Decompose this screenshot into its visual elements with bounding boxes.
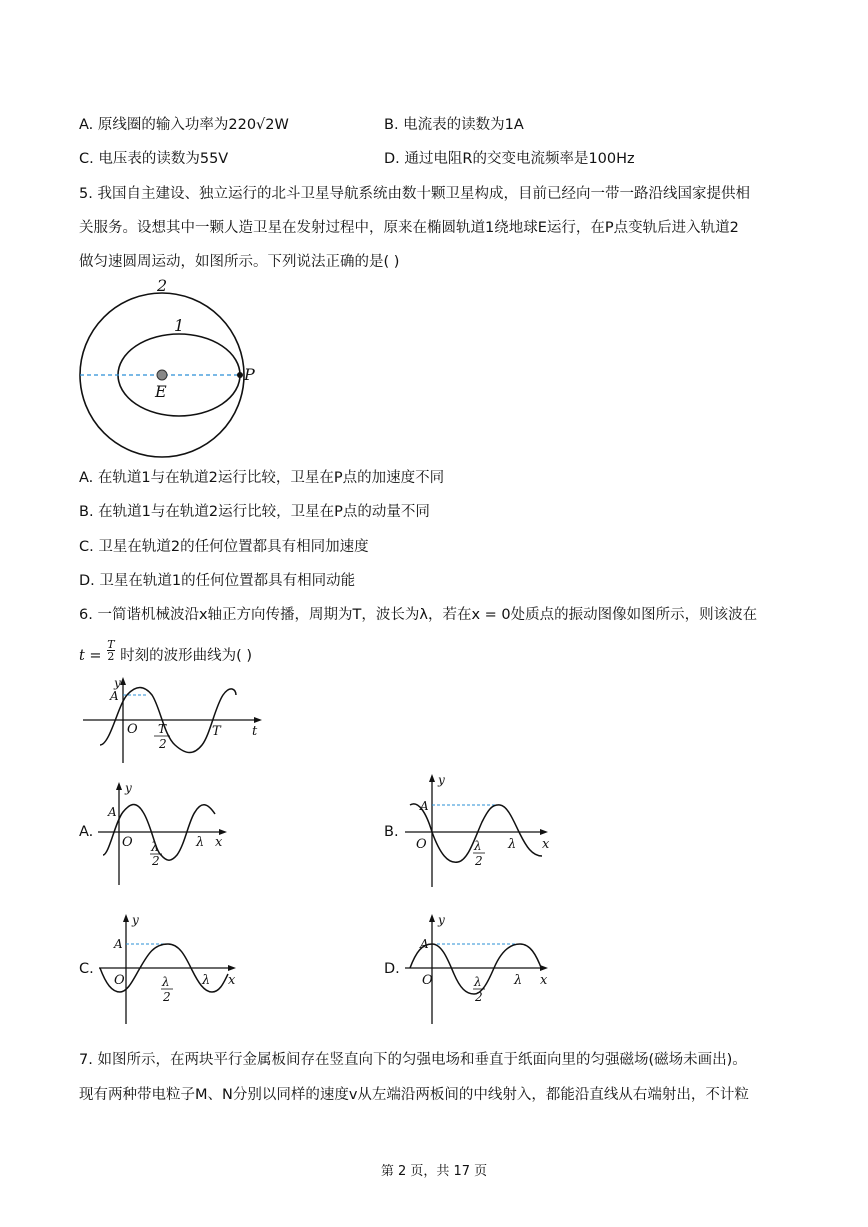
svg-text:2: 2 xyxy=(163,990,171,1004)
svg-text:A: A xyxy=(114,937,123,951)
q5-option-c: C. 卫星在轨道2的任何位置都具有相同加速度 xyxy=(79,539,369,555)
svg-text:λ: λ xyxy=(474,839,482,853)
svg-text:λ: λ xyxy=(514,973,523,988)
svg-text:A: A xyxy=(110,689,119,703)
q5-stem-line2: 关服务。设想其中一颗人造卫星在发射过程中，原来在椭圆轨道1绕地球E运行，在P点变轨后进入轨道2 xyxy=(79,220,739,236)
q4-option-d: D. 通过电阻R的交变电流频率是100Hz xyxy=(384,151,635,167)
q4-option-b: B. 电流表的读数为1A xyxy=(384,117,524,133)
svg-text:O: O xyxy=(416,837,427,852)
q6-stem-line2 xyxy=(79,638,252,668)
svg-text:λ: λ xyxy=(508,837,517,852)
svg-text:2: 2 xyxy=(475,990,483,1004)
q6-option-c-letter: C. xyxy=(79,961,94,977)
svg-text:2: 2 xyxy=(159,737,167,751)
q6-option-b-graph xyxy=(402,772,557,892)
q5-orbit-figure xyxy=(70,270,270,460)
q7-stem-line2: 现有两种带电粒子M、N分别以同样的速度v从左端沿两板间的中线射入，都能沿直线从右端射出，不计粒 xyxy=(79,1087,749,1103)
svg-text:y: y xyxy=(114,676,121,690)
svg-text:λ: λ xyxy=(196,835,205,850)
svg-text:y: y xyxy=(438,913,445,927)
svg-text:A: A xyxy=(420,937,429,951)
svg-text:T: T xyxy=(158,722,167,736)
q5-option-a: A. 在轨道1与在轨道2运行比较，卫星在P点的加速度不同 xyxy=(79,470,445,486)
svg-text:A: A xyxy=(108,805,117,819)
q6-vibration-graph xyxy=(80,675,270,765)
svg-text:T: T xyxy=(212,724,221,739)
svg-text:y: y xyxy=(132,913,139,927)
svg-text:λ: λ xyxy=(474,975,482,989)
q7-stem-line1: 7. 如图所示，在两块平行金属板间存在竖直向下的匀强电场和垂直于纸面向里的匀强磁场(磁场未画出)。 xyxy=(79,1052,747,1068)
q6-stem-line1: 6. 一简谐机械波沿x轴正方向传播，周期为T，波长为λ，若在x = 0处质点的振动图像如图所示，则该波在 xyxy=(79,607,758,623)
svg-text:x: x xyxy=(540,973,548,988)
page-footer: 第 2 页，共 17 页 xyxy=(380,1164,488,1179)
q6-option-d-letter: D. xyxy=(384,961,400,977)
q6-option-d-graph xyxy=(402,912,557,1027)
svg-text:x: x xyxy=(542,837,550,852)
svg-text:t: t xyxy=(252,724,258,739)
svg-text:λ: λ xyxy=(202,973,211,988)
q5-stem-line1: 5. 我国自主建设、独立运行的北斗卫星导航系统由数十颗卫星构成，目前已经向一带一路沿线国家提供相 xyxy=(79,186,750,202)
svg-text:O: O xyxy=(127,722,138,737)
q6-option-a-letter: A. xyxy=(79,824,94,840)
t-fraction: $\frac{T}{2}$ xyxy=(107,637,115,663)
svg-text:x: x xyxy=(228,973,236,988)
earth-label: E xyxy=(155,382,167,401)
q4-option-c: C. 电压表的读数为55V xyxy=(79,151,229,167)
svg-text:y: y xyxy=(438,773,445,787)
q5-stem-line3: 做匀速圆周运动，如图所示。下列说法正确的是( ) xyxy=(79,254,400,270)
svg-text:λ: λ xyxy=(162,975,170,989)
svg-text:O: O xyxy=(122,835,133,850)
svg-text:2: 2 xyxy=(152,854,160,868)
orbit2-label: 2 xyxy=(157,276,168,295)
svg-text:x: x xyxy=(215,835,223,850)
orbit1-label: 1 xyxy=(174,316,185,335)
q4-option-a: A. 原线圈的输入功率为220√2W xyxy=(79,117,289,133)
q6-stem-line2-tail: 时刻的波形曲线为( ) xyxy=(120,648,253,664)
t-equals: t = xyxy=(79,648,102,664)
q6-option-a-graph xyxy=(95,780,235,890)
svg-text:A: A xyxy=(420,799,429,813)
q5-option-d: D. 卫星在轨道1的任何位置都具有相同动能 xyxy=(79,573,356,589)
svg-text:O: O xyxy=(422,973,433,988)
svg-text:y: y xyxy=(125,781,132,795)
q6-option-c-graph xyxy=(96,912,246,1027)
svg-text:λ: λ xyxy=(151,840,159,854)
q5-option-b: B. 在轨道1与在轨道2运行比较，卫星在P点的动量不同 xyxy=(79,504,430,520)
svg-text:2: 2 xyxy=(475,854,483,868)
svg-text:O: O xyxy=(114,973,125,988)
point-p-label: P xyxy=(244,365,255,384)
q6-option-b-letter: B. xyxy=(384,824,399,840)
